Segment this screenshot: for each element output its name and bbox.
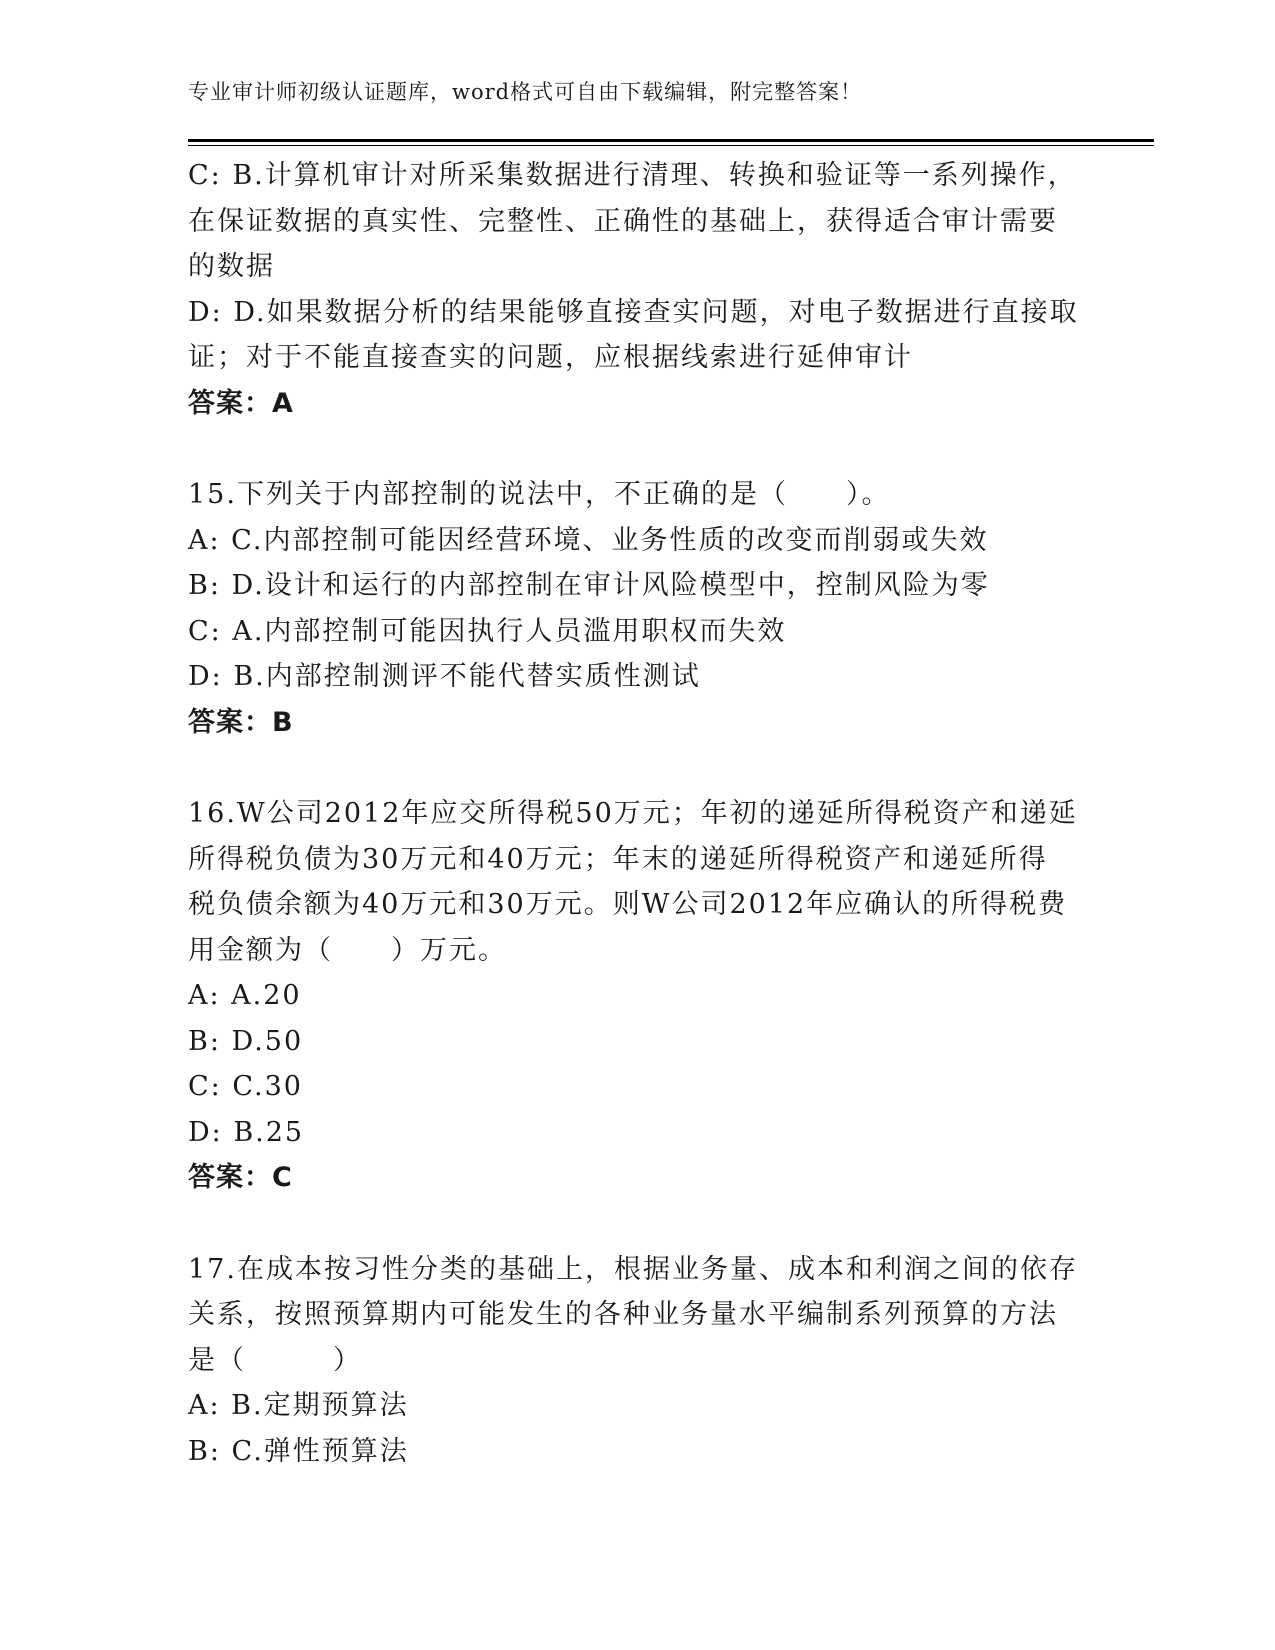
- option-c-line-2: 在保证数据的真实性、完整性、正确性的基础上，获得适合审计需要: [188, 205, 1058, 237]
- q15-answer: 答案：B: [188, 706, 294, 738]
- question-17-stem-line-3: 是（ ）: [188, 1344, 362, 1376]
- question-16-stem-line-2: 所得税负债为30万元和40万元；年末的递延所得税资产和递延所得: [188, 843, 1048, 875]
- q15-option-a: A: C.内部控制可能因经营环境、业务性质的改变而削弱或失效: [188, 524, 989, 556]
- option-c-line-3: 的数据: [188, 251, 275, 282]
- q15-option-b: B: D.设计和运行的内部控制在审计风险模型中，控制风险为零: [188, 570, 990, 601]
- option-c-line-1: C: B.计算机审计对所采集数据进行清理、转换和验证等一系列操作，: [188, 160, 1077, 191]
- answer-label: 答案：A: [188, 387, 294, 419]
- question-15-stem: 15.下列关于内部控制的说法中，不正确的是（ ）。: [188, 479, 891, 510]
- question-17-stem-line-2: 关系，按照预算期内可能发生的各种业务量水平编制系列预算的方法: [188, 1299, 1058, 1330]
- document-body: [188, 153, 1088, 1474]
- question-17-stem-line-1: 17.在成本按习性分类的基础上，根据业务量、成本和利润之间的依存: [188, 1253, 1078, 1285]
- question-16-stem-line-3: 税负债余额为40万元和30万元。则W公司2012年应确认的所得税费: [188, 889, 1068, 920]
- header-rule-thick: [188, 139, 1154, 142]
- question-16-stem-line-1: 16.W公司2012年应交所得税50万元；年初的递延所得税资产和递延: [188, 798, 1078, 829]
- q16-option-d: D: B.25: [188, 1116, 305, 1148]
- option-d-line-2: 证；对于不能直接查实的问题，应根据线索进行延伸审计: [188, 342, 913, 373]
- question-16-stem-line-4: 用金额为（ ）万元。: [188, 934, 507, 966]
- q15-option-d: D: B.内部控制测评不能代替实质性测试: [188, 661, 701, 692]
- q17-option-a: A: B.定期预算法: [188, 1390, 409, 1421]
- q15-option-c: C: A.内部控制可能因执行人员滥用职权而失效: [188, 615, 787, 647]
- option-d-line-1: D: D.如果数据分析的结果能够直接查实问题，对电子数据进行直接取: [188, 296, 1079, 328]
- q16-option-c: C: C.30: [188, 1071, 303, 1102]
- q16-answer: 答案：C: [188, 1162, 293, 1193]
- page-header: 专业审计师初级认证题库，word格式可自由下载编辑，附完整答案！: [188, 80, 863, 104]
- q16-option-a: A: A.20: [188, 980, 302, 1011]
- q16-option-b: B: D.50: [188, 1025, 304, 1057]
- q17-option-b: B: C.弹性预算法: [188, 1435, 409, 1467]
- header-rule-thin: [188, 145, 1154, 146]
